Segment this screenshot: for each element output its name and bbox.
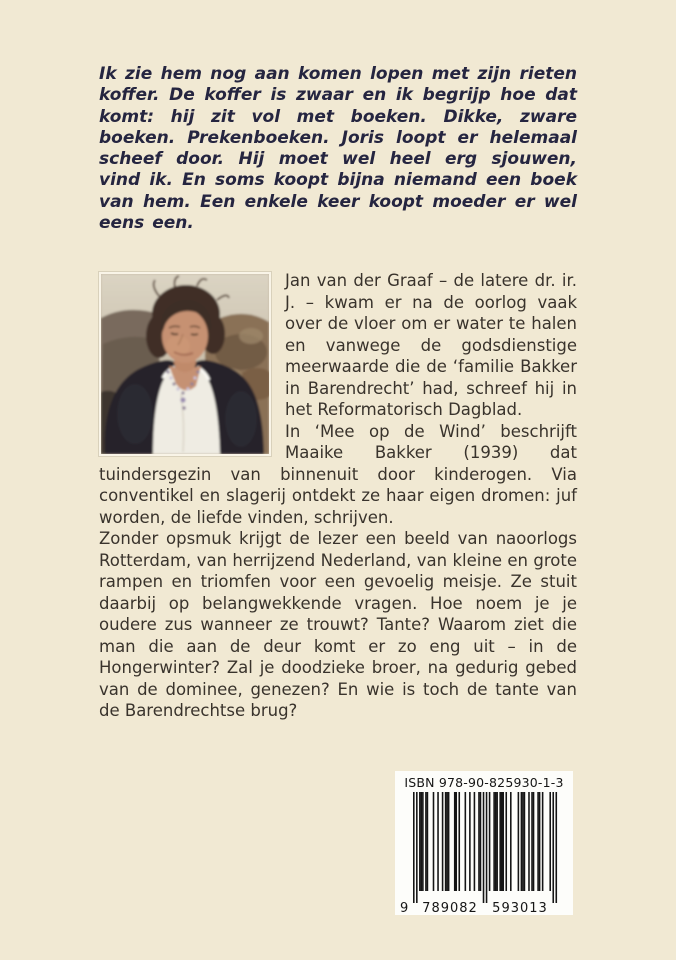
body-paragraph-3: Zonder opsmuk krijgt de lezer een beeld van naoorlogs Rotterdam, van herrijzend Nederland, van kleine en grote rampen en triomfen voor een gevoelig meisje. Ze stuit daarbij op belangwekkende vragen. Hoe noem je je oudere zus wanneer ze trouwt? Tante? Waarom ziet die man die aan de deur komt er zo eng uit – in de Hongerwinter? Zal je doodzieke broer, na gedurig gebed van de dominee, genezen? En wie is toch de tante van de Barendrechtse brug? <box>99 529 577 720</box>
cover-quote-paragraph: Ik zie hem nog aan komen lopen met zijn rieten koffer. De koffer is zwaar en ik begrijp hoe dat komt: hij zit vol met boeken. Dikke, zware boeken. Prekenboeken. Joris loopt er helemaal scheef door. Hij moet wel heel erg sjouwen, vind ik. En soms koopt bijna niemand een boek van hem. Een enkele keer koopt moeder er wel eens een. <box>99 64 577 234</box>
ean13-barcode <box>395 792 573 914</box>
barcode-digits-group1: 789082 <box>422 901 478 914</box>
author-photo-illustration <box>101 274 269 454</box>
cover-body-block <box>99 270 577 722</box>
barcode-bars <box>413 792 557 903</box>
isbn-label: ISBN 978-90-825930-1-3 <box>404 775 564 790</box>
isbn-barcode-box <box>395 771 573 915</box>
barcode-digits-group2: 593013 <box>492 901 548 914</box>
body-paragraph-1: Jan van der Graaf – de latere dr. ir. J. – kwam er na de oorlog vaak over de vloer om er water te halen en vanwege de godsdienstige meerwaarde die de ‘familie Bakker in Barendrecht’ had, schreef hij in het Reformatorisch Dagblad. <box>285 271 577 419</box>
barcode-digit-first: 9 <box>400 901 409 914</box>
author-photo <box>99 272 271 456</box>
body-paragraph-2: In ‘Mee op de Wind’ beschrijft Maaike Bakker (1939) dat tuindersgezin van binnenuit door kinderogen. Via conventikel en slagerij ontdekt ze haar eigen dromen: juf worden, de liefde vinden, schrijven. <box>99 421 577 527</box>
